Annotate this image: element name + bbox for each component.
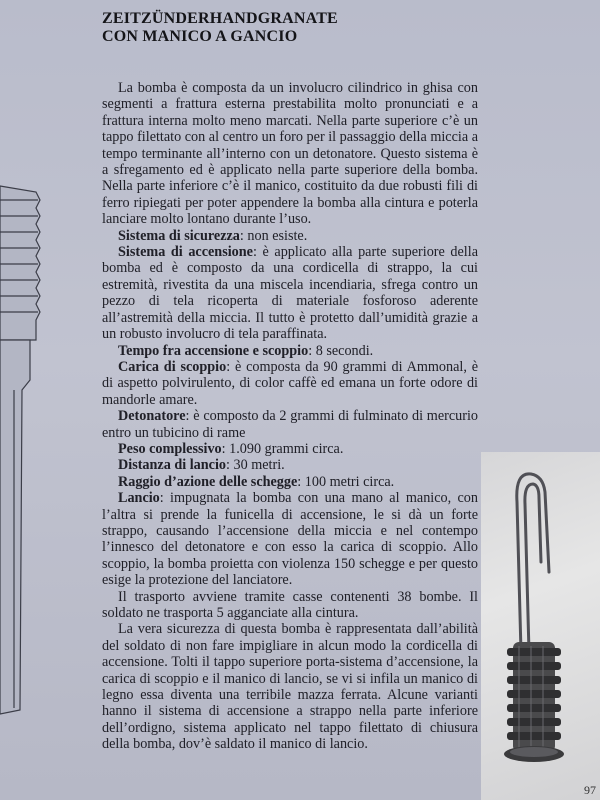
label-radius: Raggio d’azione delle schegge xyxy=(118,473,298,490)
paragraph-charge xyxy=(102,359,478,408)
label-launch: Lancio xyxy=(118,490,160,507)
text-launch: : impugnata la bomba con una mano al manico, con l’altra si prende la funicella di accensione, le si dà un forte strappo, causando l’accensione della miccia e nel contempo l’innesco del detonatore e con esso la carica di scoppio. Allo scoppio, la bomba proietta con violenza 150 schegge e per questo esige la protezione del lanciatore. xyxy=(102,490,478,589)
paragraph-radius xyxy=(102,474,478,490)
paragraph-time xyxy=(102,343,478,359)
paragraph-transport: Il trasporto avviene tramite casse contenenti 38 bombe. Il soldato ne trasporta 5 agganciate alla cintura. xyxy=(102,588,478,621)
text-time: : 8 secondi. xyxy=(308,342,374,359)
label-weight: Peso complessivo xyxy=(118,440,222,457)
grenade-photo-image xyxy=(481,452,600,800)
label-safety: Sistema di sicurezza xyxy=(118,227,240,244)
paragraph-real-safety: La vera sicurezza di questa bomba è rappresentata dall’abilità del soldato di non fare impigliare in alcun modo la cordicella di accensione. Tolti il tappo superiore porta-sistema d’accensione, la carica di scoppio e il manico di lancio, se vi si infila un manico di legno essa diventa una terribile mazza ferrata. Alcune varianti hanno il sistema di accensione a strappo nella parte inferiore dell’ordigno, sistema applicato nel tappo filettato di chiusura della bomba, dov’è saldato il manico di lancio. xyxy=(102,621,478,753)
text-detonator: : è composto da 2 grammi di fulminato di mercurio entro un tubicino di rame xyxy=(102,408,478,441)
paragraph-detonator xyxy=(102,408,478,441)
text-safety: : non esiste. xyxy=(239,227,308,244)
text-radius: : 100 metri circa. xyxy=(297,473,395,490)
paragraph-intro: La bomba è composta da un involucro cilindrico in ghisa con segmenti a frattura esterna prestabilita molto pronunciati e a frattura interna molto meno marcati. Nella parte superiore c’è un tappo filettato con al centro un foro per il passaggio della miccia a tempo terminante all’interno con un detonatore. Questo sistema è a sfregamento ed è applicato nella parte superiore della bomba. Nella parte inferiore c’è il manico, costituito da due robusti fili di ferro ripiegati per poter appendere la bomba alla cintura e poterla lanciare molto lontano durante l’uso. xyxy=(102,80,478,228)
label-distance: Distanza di lancio xyxy=(118,457,226,474)
title-line-1: ZEITZÜNDERHANDGRANATE xyxy=(102,10,338,27)
label-time: Tempo fra accensione e scoppio xyxy=(118,342,309,359)
text-weight: : 1.090 grammi circa. xyxy=(221,440,344,457)
label-charge: Carica di scoppio xyxy=(118,358,227,375)
label-ignition: Sistema di accensione xyxy=(118,244,253,261)
article-body xyxy=(102,80,478,753)
paragraph-launch xyxy=(102,490,478,588)
text-charge: : è composta da 90 grammi di Ammonal, è di aspetto polvirulento, di color caffè ed emana un forte odore di mandorle amare. xyxy=(102,358,478,408)
grenade-photo xyxy=(481,452,600,800)
page-number: 97 xyxy=(584,783,596,797)
grenade-drawing-left xyxy=(0,180,70,720)
paragraph-ignition xyxy=(102,244,478,342)
text-distance: : 30 metri. xyxy=(226,457,285,474)
paragraph-weight xyxy=(102,441,478,457)
paragraph-safety xyxy=(102,228,478,244)
page-title xyxy=(102,10,402,46)
title-line-2: CON MANICO A GANCIO xyxy=(102,28,298,45)
paragraph-distance xyxy=(102,457,478,473)
text-ignition: : è applicato alla parte superiore della bomba ed è composto da una cordicella di strappo, la cui estremità, rivestita da una miscela incendiaria, sfrega contro un pezzo di tela ricoperta di materiale fosforoso aderente all’astremità della miccia. Il tutto è protetto dall’umidità grazie a un robusto involucro di tela paraffinata. xyxy=(102,244,478,343)
label-detonator: Detonatore xyxy=(118,408,186,425)
